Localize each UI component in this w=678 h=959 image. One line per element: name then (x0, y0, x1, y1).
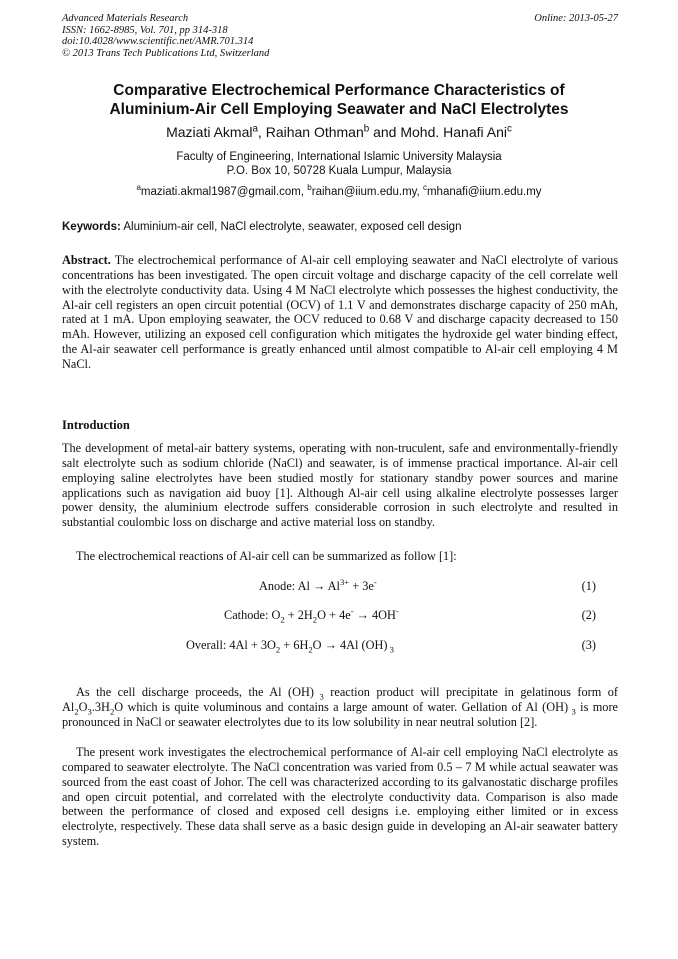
abstract-text: The electrochemical performance of Al-air cell employing seawater and NaCl electrolyte of various concentrations has been investigated. The open circuit voltage and discharge capacity of the cell correlate well with the electrolyte conductivity data. Using 4 M NaCl electrolyte which possesses the highest conductivity, the Al-air cell registers an open circuit potential (OCV) of 1.1 V and demonstrates discharge capacity of 250 mAh, rated at 1 mA. Upon employing seawater, the OCV reduced to 0.68 V and discharge capacity decreased to 150 mAh. However, utilizing an exposed cell configuration which mitigates the hydroxide gel water binding effect, the Al-air seawater cell performance is greatly enhanced until almost compatible to Al-air cell employing 4 M NaCl. (62, 253, 618, 371)
email-2-mark: b (307, 183, 312, 193)
introduction-heading: Introduction (62, 418, 130, 432)
equation-number-2: (2) (581, 608, 596, 622)
body-paragraph-4: The present work investigates the electrochemical performance of Al-air cell employing NaCl electrolyte as compared to seawater electrolyte. The NaCl concentration was varied from 0.5 – 7 M while actual seawater was sourced from the east coast of Johor. The cell was characterized according to its galvanostatic discharge profiles and open circuit potential, and correlated with the electrolyte conductivity data. Comparison is also made between the performance of closed and exposed cell designs i.e. employing either limited or in excess electrolyte, respectively. These data shall serve as a basic design guide in developing an Al-air seawater battery system. (62, 745, 618, 849)
author-2: Raihan Othman (265, 124, 364, 140)
title-line-2: Aluminium-Air Cell Employing Seawater and NaCl Electrolytes (109, 101, 569, 118)
email-list (40, 183, 638, 199)
issn-line: ISSN: 1662-8985, Vol. 701, pp 314-318 (62, 24, 228, 36)
author-1-mark: a (252, 123, 258, 135)
journal-name: Advanced Materials Research (62, 13, 189, 24)
body-paragraph-3: As the cell discharge proceeds, the Al (OH) $_3$ reaction product will precipitate in gelatinous form of $Al_2O_3.3H_2O$ which is quite voluminous and contains a large amount of water. Gellation of Al (OH) $_3$ is more pronounced in NaCl or seawater electrolytes due to its low solubility in near neutral solution [2]. (62, 685, 618, 729)
author-list (40, 124, 638, 141)
equation-cathode: Cathode: $O_2 + 2H_2O + 4e^- \to 4OH^-$ (224, 605, 399, 625)
abstract-label: Abstract. (62, 253, 111, 267)
author-3: Mohd. Hanafi Ani (400, 124, 507, 140)
equation-number-1: (1) (581, 579, 596, 593)
affiliation (40, 151, 638, 178)
author-1: Maziati Akmal (166, 124, 253, 140)
email-3[interactable]: mhanafi@iium.edu.my (426, 186, 542, 198)
equation-number-3: (3) (581, 638, 596, 652)
keywords (62, 221, 618, 234)
affiliation-line-2: P.O. Box 10, 50728 Kuala Lumpur, Malaysia (226, 164, 452, 177)
author-separator-2: and (369, 124, 401, 140)
introduction-paragraph-2: The electrochemical reactions of Al-air cell can be summarized as follow [1]: (76, 549, 457, 563)
email-2[interactable]: raihan@iium.edu.my, (311, 186, 423, 198)
online-date: Online: 2013-05-27 (534, 13, 618, 24)
journal-header (62, 13, 618, 59)
equation-anode: Anode: $Al \to Al^{3+} + 3e^-$ (259, 576, 377, 593)
title-line-1: Comparative Electrochemical Performance Characteristics of (113, 82, 565, 99)
keywords-label: Keywords: (62, 221, 121, 233)
email-3-mark: c (422, 183, 427, 193)
abstract (62, 253, 618, 372)
equation-overall: Overall: $4Al + 3O_2 + 6H_2O \to 4Al$ (OH) $_3$ (186, 638, 394, 655)
author-2-mark: b (363, 123, 370, 135)
keywords-text: Aluminium-air cell, NaCl electrolyte, seawater, exposed cell design (120, 221, 462, 233)
author-3-mark: c (506, 123, 512, 135)
copyright-line: © 2013 Trans Tech Publications Ltd, Switzerland (62, 47, 270, 59)
author-separator-1: , (257, 124, 266, 140)
email-1-mark: a (136, 183, 141, 193)
doi-line: doi:10.4028/www.scientific.net/AMR.701.314 (62, 36, 254, 47)
paper-title (40, 81, 638, 119)
affiliation-line-1: Faculty of Engineering, International Islamic University Malaysia (176, 151, 502, 163)
introduction-paragraph-1: The development of metal-air battery systems, operating with non-truculent, safe and environmentally-friendly salt electrolyte such as sodium chloride (NaCl) and seawater, is of immense practical importance. Al-air cell employing saline electrolytes have been studied mostly for stationary standby power sources and marine applications such as navigation aid buoy [1]. Although Al-air cell using alkaline electrolyte possesses larger power density, the aluminium electrode suffers considerable corrosion in such electrolyte and resulted in substantial coulombic loss on discharge and active material loss on standby. (62, 441, 618, 530)
email-1[interactable]: maziati.akmal1987@gmail.com, (140, 186, 308, 198)
